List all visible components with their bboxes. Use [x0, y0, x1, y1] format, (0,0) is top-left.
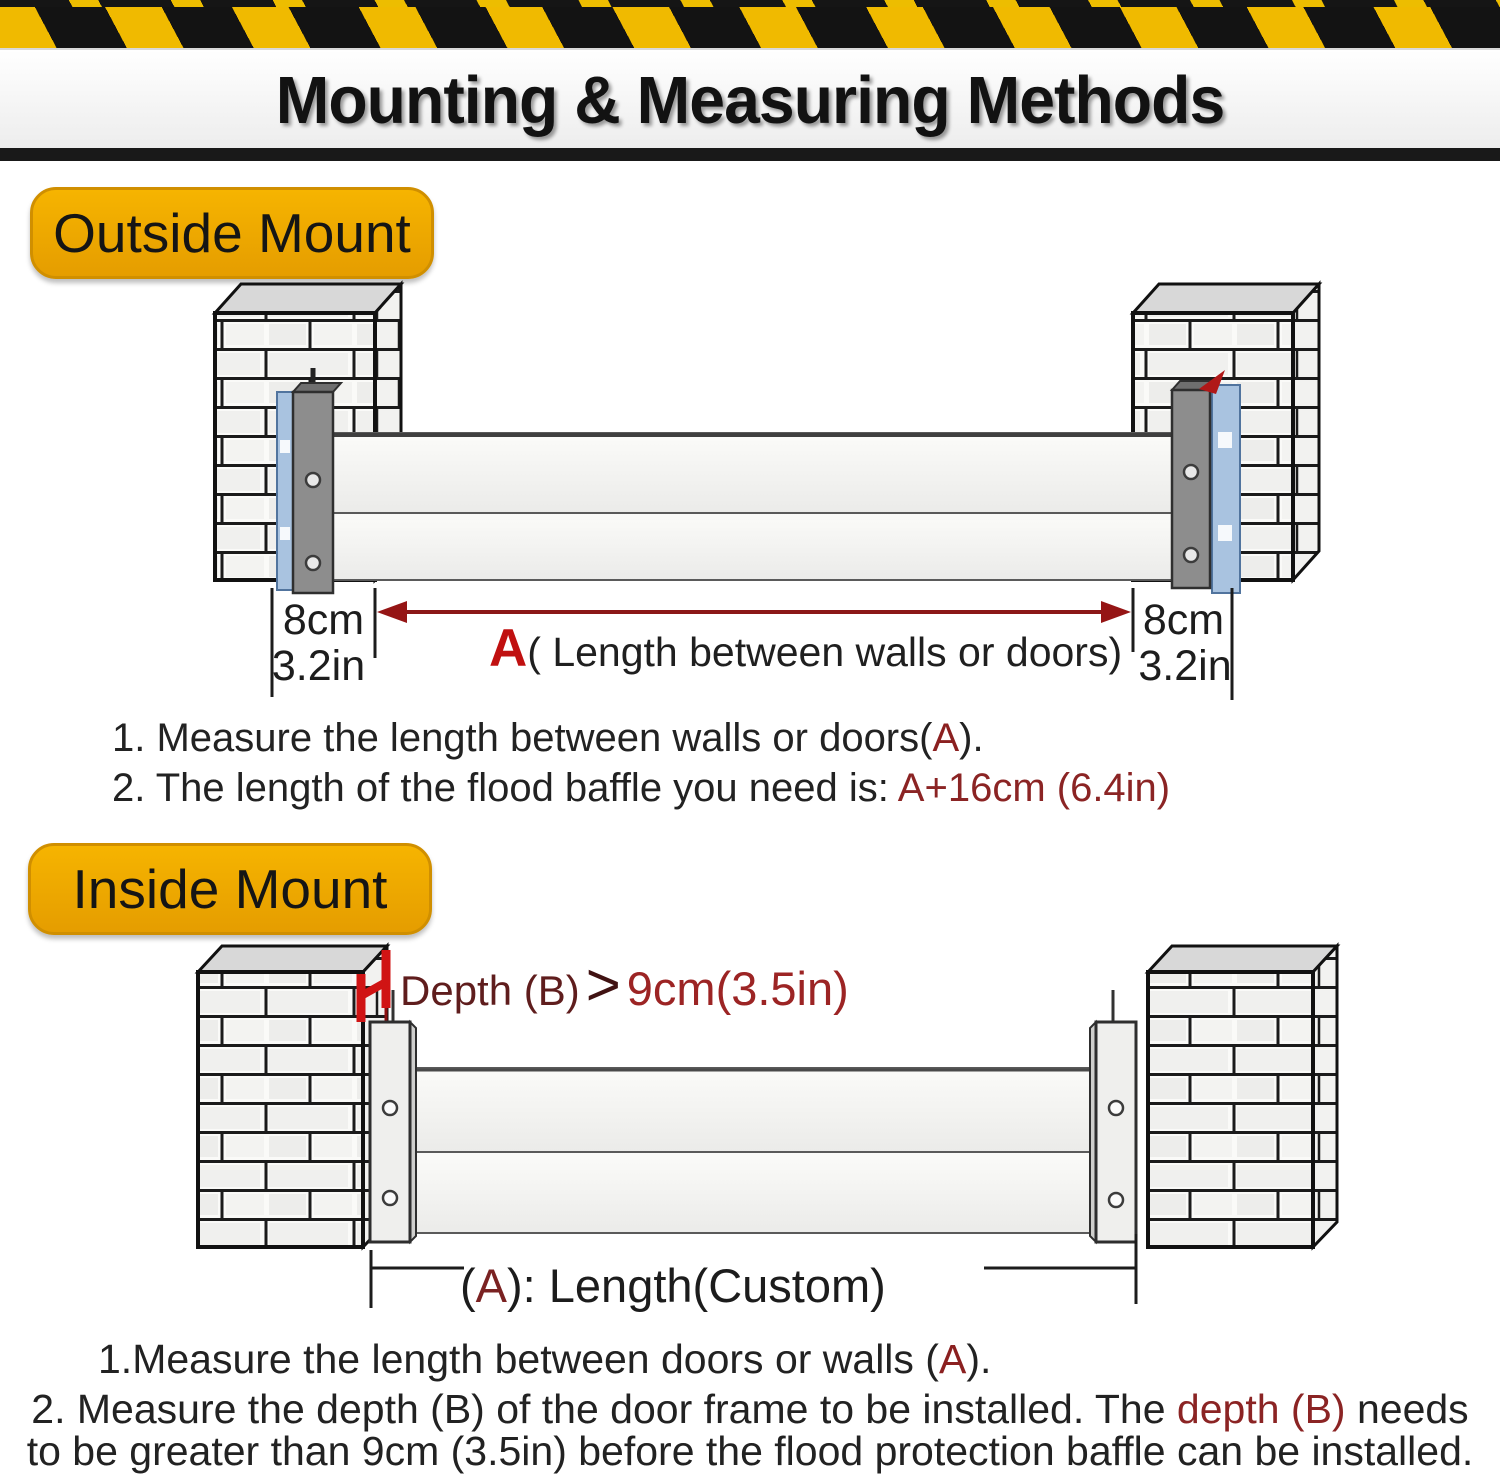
right-seal-strip	[1212, 385, 1240, 593]
outside-step-1: 1. Measure the length between walls or doors(A).	[112, 716, 984, 760]
flood-barrier	[333, 433, 1172, 580]
right-brick-pillar	[1148, 946, 1337, 1247]
pillar-top-face	[1148, 946, 1337, 972]
screw-hole	[1184, 548, 1198, 562]
pillar-front-face	[1148, 972, 1313, 1247]
screw-hole	[306, 556, 320, 570]
dimension-a-letter: A	[489, 619, 528, 678]
outside-mount-badge	[30, 187, 434, 279]
left-width-in: 3.2in	[271, 642, 366, 690]
left-width-cm: 8cm	[282, 596, 365, 644]
inside-mount-badge-label: Inside Mount	[72, 858, 388, 920]
screw-hole	[1109, 1101, 1123, 1115]
length-between-walls-label	[489, 618, 1122, 679]
pillar-top-face	[215, 284, 401, 313]
pillar-side-face	[1293, 284, 1319, 580]
screw-hole	[383, 1101, 397, 1115]
barrier-panel-top	[333, 433, 1172, 513]
dimension-a-text: ( Length between walls or doors)	[527, 629, 1123, 675]
barrier-panel-bottom	[333, 513, 1172, 580]
hazard-stripe-main	[0, 7, 1500, 50]
hazard-stripe-top	[0, 0, 1500, 7]
pillar-top-face	[1133, 284, 1319, 313]
pillar-side-face	[1313, 946, 1337, 1247]
inside-step-2-line-1: 2. Measure the depth (B) of the door frame to be installed. The depth (B) needs	[31, 1386, 1469, 1432]
barrier-panel-bottom	[410, 1152, 1096, 1233]
pillar-front-face	[198, 972, 363, 1247]
outside-step-2: 2. The length of the flood baffle you need is: A+16cm (6.4in)	[112, 766, 1171, 810]
screw-hole	[383, 1191, 397, 1205]
outside-mount-badge-label: Outside Mount	[53, 202, 411, 264]
custom-length-label: (A): Length(Custom)	[460, 1259, 886, 1312]
inside-step-1: 1.Measure the length between doors or walls (A).	[98, 1336, 992, 1382]
barrier-panel-top	[410, 1068, 1096, 1152]
flood-barrier	[410, 1068, 1096, 1233]
screw-hole	[1184, 465, 1198, 479]
screw-hole	[306, 473, 320, 487]
left-mounting-channel	[293, 383, 341, 593]
outside-mount-steps	[112, 716, 1492, 826]
page-title: Mounting & Measuring Methods	[275, 63, 1225, 138]
left-mounting-bracket	[370, 990, 416, 1242]
depth-requirement-label: Depth (B) > 9cm(3.5in)	[400, 951, 849, 1018]
screw-hole	[1109, 1193, 1123, 1207]
inside-step-2-line-2: to be greater than 9cm (3.5in) before the flood protection baffle can be installed.	[26, 1428, 1474, 1474]
right-mounting-bracket	[1090, 990, 1136, 1242]
title-divider	[0, 148, 1500, 161]
left-seal-strip	[277, 392, 293, 590]
pillar-top-face	[198, 946, 387, 972]
right-width-cm: 8cm	[1142, 596, 1225, 644]
greater-than-symbol: >	[585, 951, 621, 1018]
right-width-in: 3.2in	[1138, 642, 1232, 690]
inside-mount-badge	[28, 843, 432, 935]
